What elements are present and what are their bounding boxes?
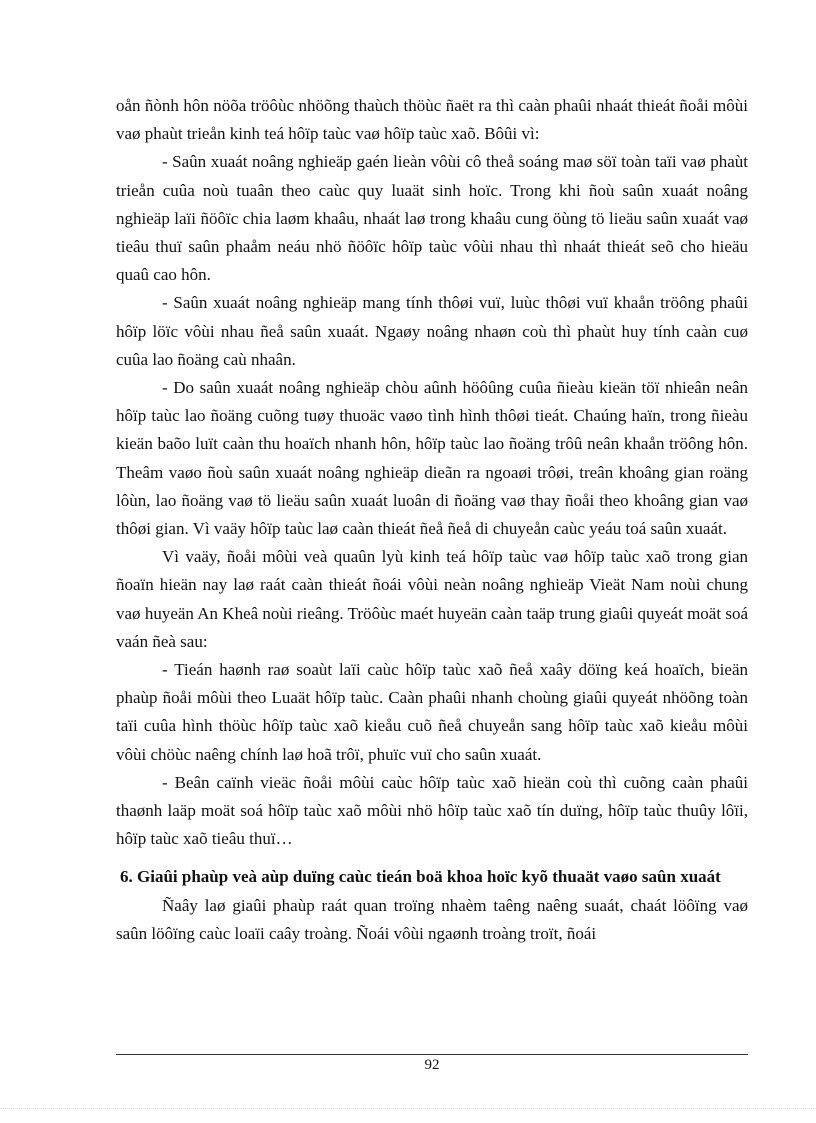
body-paragraph-bullet-4: - Tieán haønh raø soaùt laïi caùc hôïp taùc xaõ ñeå xaây döïng keá hoaïch, bieän phaùp ñoåi môùi theo Luaät hôïp taùc. Caàn phaûi nhanh choùng giaûi quyeát nhöõng toàn taïi cuûa hình thöùc hôïp taùc xaõ kieåu cuõ ñeå chuyeån sang hôïp taùc xaõ kieåu môùi vôùi chöùc naêng chính laø hoã trôï, phuïc vuï cho saûn xuaát. bbox=[116, 660, 748, 764]
body-paragraph-bullet-1: - Saûn xuaát noâng nghieäp gaén lieàn vôùi cô theå soáng maø söï toàn taïi vaø phaùt trieån cuûa noù tuaân theo caùc quy luaät sinh hoïc. Trong khi ñoù saûn xuaát noâng nghieäp laïi ñöôïc chia laøm khaâu, nhaát laø trong khaâu cung öùng tö lieäu saûn xuaát vaø tieâu thuï saûn phaåm neáu nhö ñöôïc hôïp taùc vôùi nhau thì nhaát thieát seõ cho hieäu quaû cao hôn. bbox=[116, 152, 748, 285]
page-bottom-border bbox=[0, 1108, 816, 1109]
body-paragraph-summary: Vì vaäy, ñoåi môùi veà quaûn lyù kinh teá hôïp taùc vaø hôïp taùc xaõ trong gian ñoaïn hieän nay laø raát caàn thieát ñoái vôùi neàn noâng nghieäp Vieät Nam noùi chung vaø huyeän An Kheâ noùi rieâng. Tröôùc maét huyeän caàn taäp trung giaûi quyeát moät soá vaán ñeà sau: bbox=[116, 547, 748, 651]
page-content bbox=[116, 92, 748, 948]
section-heading: 6. Giaûi phaùp veà aùp duïng caùc tieán boä khoa hoïc kyõ thuaät vaøo saûn xuaát bbox=[120, 867, 721, 887]
page-number: 92 bbox=[424, 1057, 440, 1073]
body-paragraph-bullet-3: - Do saûn xuaát noâng nghieäp chòu aûnh höôûng cuûa ñieàu kieän töï nhieân neân hôïp taùc lao ñoäng cuõng tuøy thuoäc vaøo tình hình thôøi tieát. Chaúng haïn, trong ñieàu kieän baõo luït caàn thu hoaïch nhanh hôn, hôïp taùc lao ñoäng trôû neân khaån tröông hôn. Theâm vaøo ñoù saûn xuaát noâng nghieäp dieãn ra ngoaøi trôøi, treân khoâng gian roäng lôùn, lao ñoäng vaø tö lieäu saûn xuaát luoân di ñoäng vaø thay ñoåi theo khoâng gian vaø thôøi gian. Vì vaäy hôïp taùc laø caàn thieát ñeå ñeå di chuyeån caùc yeáu toá saûn xuaát. bbox=[116, 378, 748, 539]
footer-divider bbox=[116, 1054, 748, 1055]
body-paragraph-bullet-2: - Saûn xuaát noâng nghieäp mang tính thôøi vuï, luùc thôøi vuï khaån tröông phaûi hôïp löïc vôùi nhau ñeå saûn xuaát. Ngaøy noâng nhaøn coù thì phaùt huy tính caàn cuø cuûa lao ñoäng caù nhaân. bbox=[116, 293, 748, 369]
body-paragraph-bullet-5: - Beân caïnh vieäc ñoåi môùi caùc hôïp taùc xaõ hieän coù thì cuõng caàn phaûi thaønh laäp moät soá hôïp taùc xaõ môùi nhö hôïp taùc xaõ tín duïng, hôïp taùc thuûy lôïi, hôïp taùc xaõ tieâu thuï… bbox=[116, 772, 748, 849]
body-paragraph-continuation: oån ñònh hôn nöõa tröôùc nhöõng thaùch thöùc ñaët ra thì caàn phaûi nhaát thieát ñoåi môùi vaø phaùt trieån kinh teá hôïp taùc vaø hôïp taùc xaõ. Bôûi vì: bbox=[116, 96, 748, 144]
body-paragraph-closing: Ñaây laø giaûi phaùp raát quan troïng nhaèm taêng naêng suaát, chaát löôïng vaø saûn löôïng caùc loaïi caây troàng. Ñoái vôùi ngaønh troàng troït, ñoái bbox=[116, 895, 748, 943]
